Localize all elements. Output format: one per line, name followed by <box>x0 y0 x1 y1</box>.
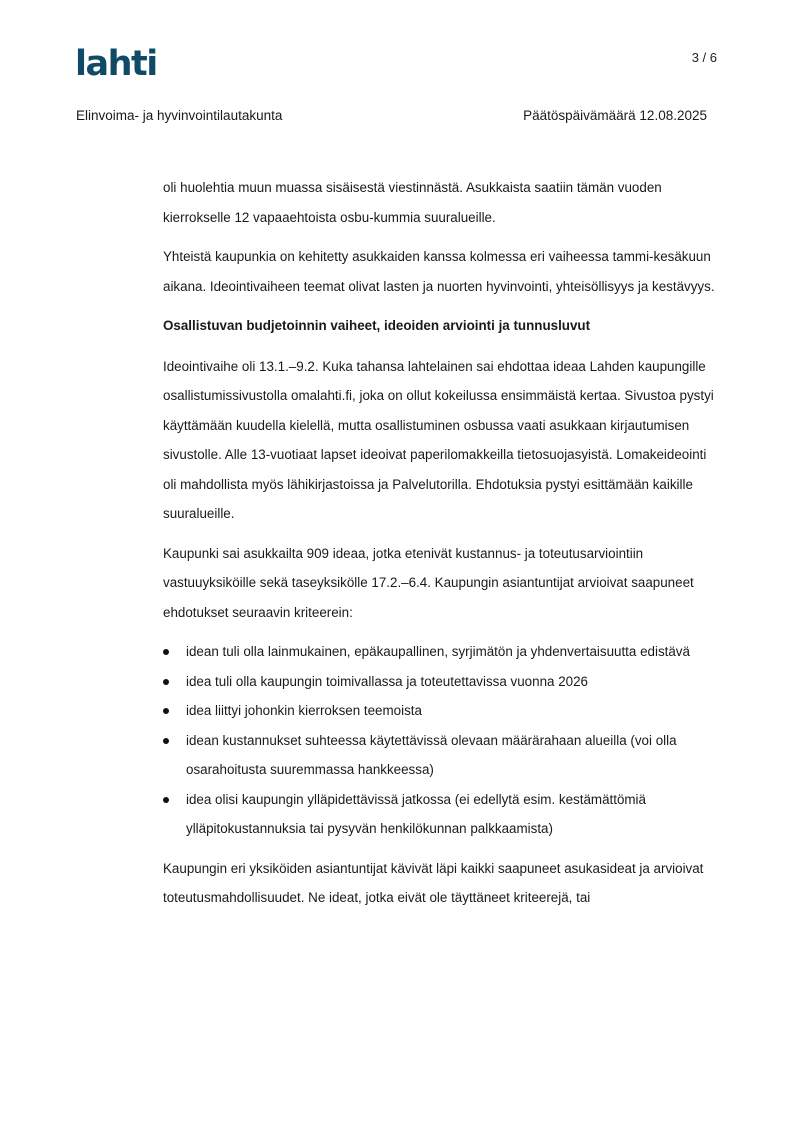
decision-date: Päätöspäivämäärä 12.08.2025 <box>523 108 707 123</box>
list-item <box>163 637 723 667</box>
list-item-text: idea liittyi johonkin kierroksen teemoista <box>186 703 422 718</box>
section-heading: Osallistuvan budjetoinnin vaiheet, ideoiden arviointi ja tunnusluvut <box>163 318 591 333</box>
list-item <box>163 667 723 697</box>
paragraph: Kaupunki sai asukkailta 909 ideaa, jotka etenivät kustannus- ja toteutusarviointiin vastuuyksiköille sekä taseyksikölle 17.2.–6.4. Kaupungin asiantuntijat arvioivat saapuneet ehdotukset seuraavin kriteerein: <box>163 545 694 620</box>
paragraph: oli huolehtia muun muassa sisäisestä viestinnästä. Asukkaista saatiin tämän vuoden kierrokselle 12 vapaaehtoista osbu-kummia suuralueille. <box>163 180 662 225</box>
paragraph: Yhteistä kaupunkia on kehitetty asukkaiden kanssa kolmessa eri vaiheessa tammi-kesäkuun aikana. Ideointivaiheen teemat olivat lasten ja nuorten hyvinvointi, yhteisöllisyys ja kestävyys. <box>163 249 715 294</box>
paragraph: Kaupungin eri yksiköiden asiantuntijat kävivät läpi kaikki saapuneet asukasideat ja arvioivat toteutusmahdollisuudet. Ne ideat, jotka eivät ole täyttäneet kriteerejä, tai <box>163 860 704 905</box>
lahti-logo: lahti <box>75 44 157 84</box>
document-body <box>163 173 723 923</box>
bullet-icon <box>163 679 169 685</box>
bullet-icon <box>163 708 169 714</box>
list-item-text: idea tuli olla kaupungin toimivallassa ja toteutettavissa vuonna 2026 <box>186 673 588 689</box>
bullet-icon <box>163 738 169 744</box>
bullet-icon <box>163 649 169 655</box>
bullet-icon <box>163 797 169 803</box>
list-item <box>163 696 723 726</box>
list-item-text: idean tuli olla lainmukainen, epäkaupallinen, syrjimätön ja yhdenvertaisuutta edistävä <box>186 644 690 659</box>
list-item-text: idea olisi kaupungin ylläpidettävissä jatkossa (ei edellytä esim. kestämättömiä ylläpitokustannuksia tai pysyvän henkilökunnan palkkaamista) <box>186 791 646 836</box>
list-item-text: idean kustannukset suhteessa käytettävissä olevaan määrärahaan alueilla (voi olla osarahoitusta suuremmassa hankkeessa) <box>186 732 677 777</box>
page-number: 3 / 6 <box>691 50 717 65</box>
list-item <box>163 785 723 844</box>
list-item <box>163 726 723 785</box>
criteria-list <box>163 637 723 844</box>
organization-name: Elinvoima- ja hyvinvointilautakunta <box>76 108 283 123</box>
paragraph: Ideointivaihe oli 13.1.–9.2. Kuka tahansa lahtelainen sai ehdottaa ideaa Lahden kaupungille osallistumissivustolla omalahti.fi, joka on ollut kokeilussa ensimmäistä kertaa. Sivustoa pystyi käyttämään kuudella kielellä, mutta osallistuminen osbussa vaati asukkaan kirjautumisen sivustolle. Alle 13-vuotiaat lapset ideoivat paperilomakkeilla tietosuojasyistä. Lomakeideointi oli mahdollista myös lähikirjastoissa ja Palvelutorilla. Ehdotuksia pystyi esittämään kaikille suuralueille. <box>163 358 714 521</box>
